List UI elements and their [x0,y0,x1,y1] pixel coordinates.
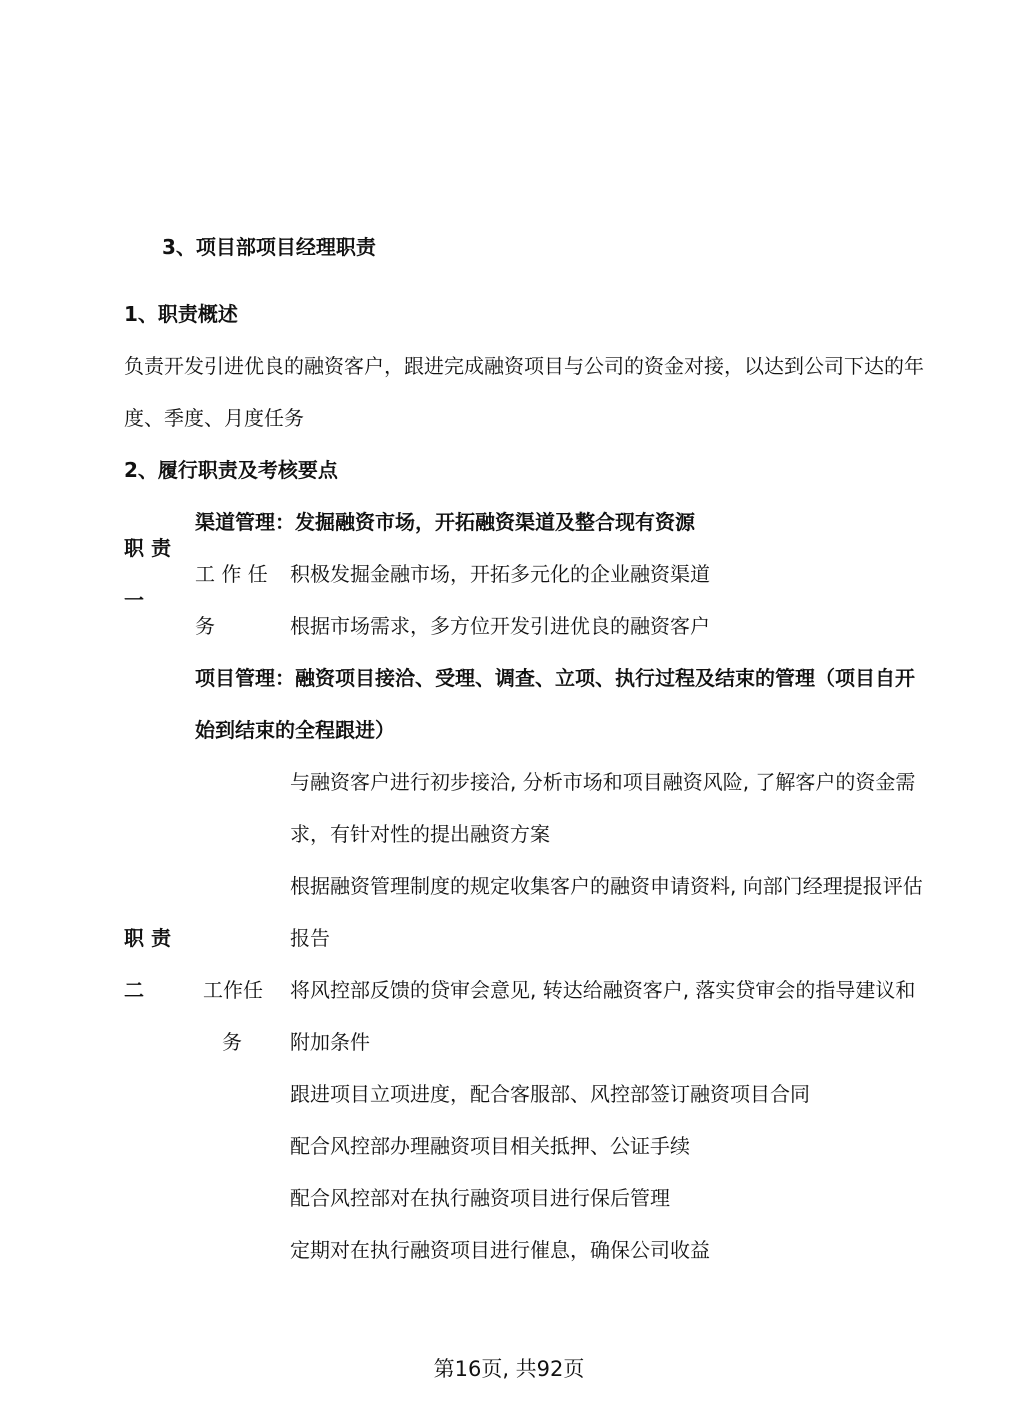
duty1-task-label: 务 [195,614,215,638]
duty1-task: 积极发掘金融市场，开拓多元化的企业融资渠道 [290,562,710,586]
duty2-task: 跟进项目立项进度，配合客服部、风控部签订融资项目合同 [290,1082,810,1106]
duty2-task: 报告 [290,926,330,950]
duty2-label-number: 二 [124,978,144,1002]
page-footer: 第16页, 共92页 [433,1357,585,1381]
duty1-task: 根据市场需求，多方位开发引进优良的融资客户 [290,614,710,638]
duty2-task: 附加条件 [290,1030,370,1054]
duty2-task: 与融资客户进行初步接洽, 分析市场和项目融资风险, 了解客户的资金需 [290,770,916,794]
overview-heading: 1、职责概述 [124,302,238,326]
duty2-title: 始到结束的全程跟进） [195,718,395,742]
duty1-label: 职 责 [124,536,171,560]
overview-line: 负责开发引进优良的融资客户，跟进完成融资项目与公司的资金对接，以达到公司下达的年 [124,354,924,378]
overview-line: 度、季度、月度任务 [124,406,304,430]
duty2-task: 配合风控部办理融资项目相关抵押、公证手续 [290,1134,690,1158]
duty1-label-number: 一 [124,588,144,612]
duties-heading: 2、履行职责及考核要点 [124,458,338,482]
duty2-task-label: 工作任 [203,978,263,1002]
duty1-title: 渠道管理：发掘融资市场，开拓融资渠道及整合现有资源 [195,510,695,534]
duty2-title: 项目管理：融资项目接洽、受理、调查、立项、执行过程及结束的管理（项目自开 [195,666,915,690]
duty2-task: 求，有针对性的提出融资方案 [290,822,550,846]
duty2-task-label: 务 [222,1030,242,1054]
duty2-task: 根据融资管理制度的规定收集客户的融资申请资料, 向部门经理提报评估 [290,874,923,898]
duty2-task: 定期对在执行融资项目进行催息，确保公司收益 [290,1238,710,1262]
duty1-task-label: 工 作 任 [195,562,268,586]
duty2-label: 职 责 [124,926,171,950]
section-title: 3、项目部项目经理职责 [162,235,376,259]
duty2-task: 配合风控部对在执行融资项目进行保后管理 [290,1186,670,1210]
duty2-task: 将风控部反馈的贷审会意见, 转达给融资客户, 落实贷审会的指导建议和 [290,978,916,1002]
